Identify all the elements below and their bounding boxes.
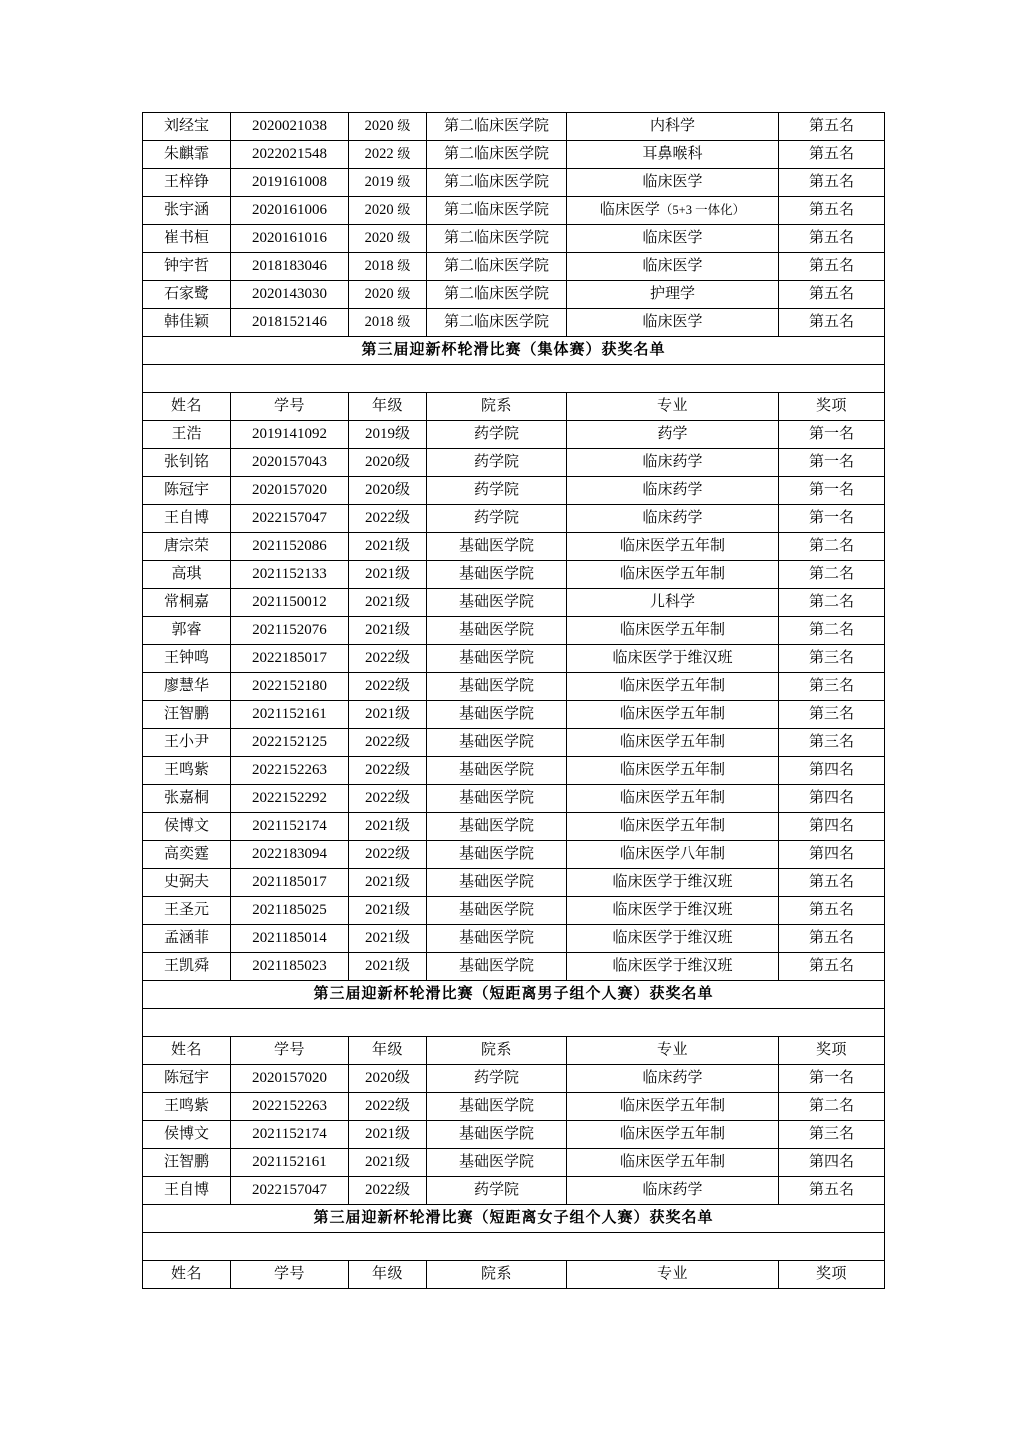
cell-major: 耳鼻喉科 (567, 141, 779, 169)
cell-student-id: 2021185014 (231, 925, 349, 953)
cell-student-id: 2020143030 (231, 281, 349, 309)
cell-student-id: 2021185017 (231, 869, 349, 897)
column-header-major: 专业 (567, 1261, 779, 1289)
grade-suffix: 级 (397, 174, 411, 190)
cell-name: 朱麒霏 (143, 141, 231, 169)
cell-department: 药学院 (427, 505, 567, 533)
cell-major: 临床药学 (567, 1177, 779, 1205)
cell-department: 基础医学院 (427, 645, 567, 673)
cell-major: 临床医学五年制 (567, 1149, 779, 1177)
cell-grade: 2022级 (349, 757, 427, 785)
cell-grade (349, 169, 427, 197)
cell-award: 第五名 (779, 197, 885, 225)
table-row (143, 1065, 885, 1093)
table-row (143, 841, 885, 869)
cell-department: 第二临床医学院 (427, 225, 567, 253)
major-note: （5+3 一体化） (659, 203, 746, 218)
cell-department: 药学院 (427, 1177, 567, 1205)
cell-award: 第五名 (779, 113, 885, 141)
cell-major: 临床医学于维汉班 (567, 925, 779, 953)
column-header-name: 姓名 (143, 1261, 231, 1289)
table-row (143, 617, 885, 645)
cell-award: 第一名 (779, 477, 885, 505)
cell-name: 张嘉桐 (143, 785, 231, 813)
cell-name: 王钟鸣 (143, 645, 231, 673)
table-row (143, 225, 885, 253)
cell-department: 基础医学院 (427, 813, 567, 841)
cell-name: 石家鹭 (143, 281, 231, 309)
cell-grade (349, 253, 427, 281)
cell-department: 第二临床医学院 (427, 197, 567, 225)
cell-student-id: 2021152133 (231, 561, 349, 589)
cell-department: 第二临床医学院 (427, 141, 567, 169)
grade-suffix: 级 (397, 202, 411, 218)
cell-name: 刘经宝 (143, 113, 231, 141)
cell-award: 第四名 (779, 1149, 885, 1177)
cell-name: 史弼夫 (143, 869, 231, 897)
column-header-name: 姓名 (143, 1037, 231, 1065)
cell-name: 张钊铭 (143, 449, 231, 477)
cell-grade (349, 113, 427, 141)
cell-award: 第一名 (779, 505, 885, 533)
grade-suffix: 级 (397, 258, 411, 274)
section-title-sprint-men: 第三届迎新杯轮滑比赛（短距离男子组个人赛）获奖名单 (143, 981, 885, 1009)
cell-major: 临床医学 (567, 225, 779, 253)
cell-award: 第二名 (779, 1093, 885, 1121)
table-row (143, 785, 885, 813)
cell-major: 临床药学 (567, 1065, 779, 1093)
table-row (143, 701, 885, 729)
cell-name: 王鸣紫 (143, 1093, 231, 1121)
cell-grade: 2022级 (349, 1177, 427, 1205)
cell-name: 廖慧华 (143, 673, 231, 701)
cell-award: 第五名 (779, 309, 885, 337)
section-title-collective: 第三届迎新杯轮滑比赛（集体赛）获奖名单 (143, 337, 885, 365)
cell-department: 基础医学院 (427, 701, 567, 729)
table-row (143, 897, 885, 925)
cell-student-id: 2018183046 (231, 253, 349, 281)
cell-name: 陈冠宇 (143, 477, 231, 505)
cell-name: 崔书桓 (143, 225, 231, 253)
cell-name: 侯博文 (143, 813, 231, 841)
cell-grade: 2022级 (349, 505, 427, 533)
cell-name: 王自博 (143, 1177, 231, 1205)
section-title-row (143, 337, 885, 365)
cell-student-id: 2022157047 (231, 1177, 349, 1205)
cell-grade (349, 281, 427, 309)
section-title-row (143, 981, 885, 1009)
cell-grade: 2021级 (349, 953, 427, 981)
cell-department: 第二临床医学院 (427, 281, 567, 309)
cell-department: 第二临床医学院 (427, 309, 567, 337)
cell-grade (349, 141, 427, 169)
cell-major: 临床药学 (567, 449, 779, 477)
cell-student-id: 2021152161 (231, 1149, 349, 1177)
cell-grade: 2019级 (349, 421, 427, 449)
cell-grade: 2022级 (349, 645, 427, 673)
column-header-student-id: 学号 (231, 393, 349, 421)
table-row (143, 477, 885, 505)
cell-major: 临床医学五年制 (567, 533, 779, 561)
table-row (143, 1093, 885, 1121)
cell-major: 临床医学五年制 (567, 673, 779, 701)
cell-department: 基础医学院 (427, 589, 567, 617)
cell-major: 临床医学于维汉班 (567, 897, 779, 925)
spacer-row (143, 1233, 885, 1261)
cell-student-id: 2022157047 (231, 505, 349, 533)
cell-award: 第四名 (779, 785, 885, 813)
spacer (143, 1233, 885, 1261)
table-body (143, 113, 885, 1289)
cell-student-id: 2020157043 (231, 449, 349, 477)
cell-student-id: 2021150012 (231, 589, 349, 617)
cell-award: 第一名 (779, 449, 885, 477)
cell-department: 药学院 (427, 449, 567, 477)
column-header-student-id: 学号 (231, 1261, 349, 1289)
cell-grade: 2021级 (349, 1149, 427, 1177)
cell-grade: 2021级 (349, 897, 427, 925)
table-row (143, 197, 885, 225)
cell-major: 临床医学五年制 (567, 701, 779, 729)
cell-department: 基础医学院 (427, 561, 567, 589)
cell-student-id: 2020161016 (231, 225, 349, 253)
cell-department: 基础医学院 (427, 925, 567, 953)
cell-award: 第五名 (779, 953, 885, 981)
cell-grade: 2022级 (349, 673, 427, 701)
cell-name: 唐宗荣 (143, 533, 231, 561)
cell-department: 基础医学院 (427, 1093, 567, 1121)
cell-student-id: 2021152174 (231, 813, 349, 841)
table-row (143, 421, 885, 449)
cell-department: 第二临床医学院 (427, 169, 567, 197)
cell-department: 基础医学院 (427, 729, 567, 757)
cell-department: 基础医学院 (427, 673, 567, 701)
cell-name: 侯博文 (143, 1121, 231, 1149)
cell-department: 基础医学院 (427, 841, 567, 869)
cell-major: 临床医学于维汉班 (567, 953, 779, 981)
cell-name: 王浩 (143, 421, 231, 449)
cell-student-id: 2022152180 (231, 673, 349, 701)
cell-department: 基础医学院 (427, 785, 567, 813)
column-header-award: 奖项 (779, 393, 885, 421)
cell-grade (349, 197, 427, 225)
cell-grade: 2021级 (349, 701, 427, 729)
cell-major: 临床医学五年制 (567, 729, 779, 757)
table-row (143, 1121, 885, 1149)
grade-number: 2018 (364, 258, 394, 275)
table-row (143, 757, 885, 785)
cell-major: 临床医学五年制 (567, 561, 779, 589)
cell-award: 第五名 (779, 1177, 885, 1205)
cell-student-id: 2022152263 (231, 757, 349, 785)
cell-grade: 2020级 (349, 449, 427, 477)
cell-grade: 2020级 (349, 1065, 427, 1093)
grade-suffix: 级 (397, 146, 411, 162)
cell-department: 基础医学院 (427, 757, 567, 785)
cell-major: 临床药学 (567, 505, 779, 533)
cell-major: 内科学 (567, 113, 779, 141)
grade-number: 2020 (364, 230, 394, 247)
cell-major: 临床医学五年制 (567, 1093, 779, 1121)
cell-major: 临床医学五年制 (567, 813, 779, 841)
section-title-row (143, 1205, 885, 1233)
cell-major: 临床医学五年制 (567, 617, 779, 645)
cell-award: 第一名 (779, 1065, 885, 1093)
cell-grade: 2021级 (349, 925, 427, 953)
cell-grade: 2021级 (349, 561, 427, 589)
cell-award: 第三名 (779, 729, 885, 757)
spacer-row (143, 1009, 885, 1037)
cell-department: 第二临床医学院 (427, 253, 567, 281)
cell-name: 韩佳颖 (143, 309, 231, 337)
cell-major: 临床医学 (567, 253, 779, 281)
cell-student-id: 2020157020 (231, 1065, 349, 1093)
grade-suffix: 级 (397, 118, 411, 134)
table-row (143, 533, 885, 561)
column-header-grade: 年级 (349, 1037, 427, 1065)
column-header-department: 院系 (427, 1037, 567, 1065)
cell-award: 第三名 (779, 701, 885, 729)
major-main: 临床医学 (599, 202, 660, 219)
cell-department: 基础医学院 (427, 953, 567, 981)
cell-award: 第二名 (779, 589, 885, 617)
cell-award: 第五名 (779, 169, 885, 197)
cell-award: 第三名 (779, 673, 885, 701)
table-header-row (143, 1261, 885, 1289)
spacer (143, 1009, 885, 1037)
cell-grade (349, 225, 427, 253)
cell-name: 汪智鹏 (143, 701, 231, 729)
cell-name: 高奕霆 (143, 841, 231, 869)
cell-student-id: 2018152146 (231, 309, 349, 337)
cell-award: 第二名 (779, 561, 885, 589)
cell-major (567, 197, 779, 225)
cell-student-id: 2022152263 (231, 1093, 349, 1121)
table-header-row (143, 1037, 885, 1065)
table-row (143, 281, 885, 309)
cell-major: 临床医学于维汉班 (567, 645, 779, 673)
cell-award: 第二名 (779, 533, 885, 561)
table-row (143, 729, 885, 757)
grade-number: 2020 (364, 202, 394, 219)
cell-major: 护理学 (567, 281, 779, 309)
table-row (143, 505, 885, 533)
cell-grade: 2022级 (349, 729, 427, 757)
cell-grade: 2022级 (349, 785, 427, 813)
cell-name: 王小尹 (143, 729, 231, 757)
cell-award: 第五名 (779, 253, 885, 281)
cell-major: 临床医学八年制 (567, 841, 779, 869)
grade-suffix: 级 (397, 286, 411, 302)
column-header-major: 专业 (567, 393, 779, 421)
cell-department: 药学院 (427, 421, 567, 449)
column-header-major: 专业 (567, 1037, 779, 1065)
table-header-row (143, 393, 885, 421)
cell-name: 孟涵菲 (143, 925, 231, 953)
table-row (143, 673, 885, 701)
grade-number: 2019 (364, 174, 394, 191)
section-title-sprint-women: 第三届迎新杯轮滑比赛（短距离女子组个人赛）获奖名单 (143, 1205, 885, 1233)
grade-number: 2020 (364, 118, 394, 135)
cell-grade: 2021级 (349, 617, 427, 645)
grade-number: 2022 (364, 146, 394, 163)
spacer-row (143, 365, 885, 393)
cell-grade: 2021级 (349, 869, 427, 897)
table-row (143, 169, 885, 197)
spacer (143, 365, 885, 393)
cell-major: 临床医学五年制 (567, 757, 779, 785)
cell-award: 第一名 (779, 421, 885, 449)
table-row (143, 589, 885, 617)
cell-student-id: 2020161006 (231, 197, 349, 225)
cell-award: 第四名 (779, 841, 885, 869)
column-header-name: 姓名 (143, 393, 231, 421)
grade-suffix: 级 (397, 314, 411, 330)
cell-department: 基础医学院 (427, 897, 567, 925)
cell-student-id: 2021152174 (231, 1121, 349, 1149)
cell-name: 高琪 (143, 561, 231, 589)
cell-grade: 2021级 (349, 533, 427, 561)
awards-table (142, 112, 885, 1289)
cell-award: 第四名 (779, 757, 885, 785)
cell-grade (349, 309, 427, 337)
cell-student-id: 2022152125 (231, 729, 349, 757)
cell-award: 第五名 (779, 281, 885, 309)
cell-grade: 2021级 (349, 1121, 427, 1149)
cell-student-id: 2022152292 (231, 785, 349, 813)
table-row (143, 869, 885, 897)
cell-name: 常桐嘉 (143, 589, 231, 617)
cell-award: 第五名 (779, 225, 885, 253)
cell-name: 王自博 (143, 505, 231, 533)
column-header-grade: 年级 (349, 393, 427, 421)
grade-suffix: 级 (397, 230, 411, 246)
cell-student-id: 2020157020 (231, 477, 349, 505)
cell-grade: 2020级 (349, 477, 427, 505)
table-row (143, 1177, 885, 1205)
cell-student-id: 2019161008 (231, 169, 349, 197)
grade-number: 2018 (364, 314, 394, 331)
grade-number: 2020 (364, 286, 394, 303)
table-row (143, 953, 885, 981)
table-row (143, 645, 885, 673)
cell-department: 药学院 (427, 477, 567, 505)
cell-award: 第三名 (779, 1121, 885, 1149)
cell-name: 张宇涵 (143, 197, 231, 225)
column-header-student-id: 学号 (231, 1037, 349, 1065)
cell-grade: 2022级 (349, 841, 427, 869)
cell-student-id: 2022185017 (231, 645, 349, 673)
cell-student-id: 2022183094 (231, 841, 349, 869)
cell-name: 汪智鹏 (143, 1149, 231, 1177)
cell-student-id: 2020021038 (231, 113, 349, 141)
cell-name: 王梓铮 (143, 169, 231, 197)
cell-award: 第五名 (779, 869, 885, 897)
cell-award: 第五名 (779, 897, 885, 925)
cell-department: 基础医学院 (427, 617, 567, 645)
cell-student-id: 2022021548 (231, 141, 349, 169)
cell-award: 第四名 (779, 813, 885, 841)
cell-award: 第二名 (779, 617, 885, 645)
cell-department: 第二临床医学院 (427, 113, 567, 141)
column-header-grade: 年级 (349, 1261, 427, 1289)
table-row (143, 141, 885, 169)
cell-major: 临床医学五年制 (567, 1121, 779, 1149)
cell-name: 王凯舜 (143, 953, 231, 981)
table-row (143, 113, 885, 141)
cell-name: 陈冠宇 (143, 1065, 231, 1093)
table-row (143, 561, 885, 589)
cell-major: 临床医学五年制 (567, 785, 779, 813)
cell-student-id: 2021185025 (231, 897, 349, 925)
cell-major: 临床医学 (567, 309, 779, 337)
cell-grade: 2022级 (349, 1093, 427, 1121)
cell-major: 临床药学 (567, 477, 779, 505)
table-row (143, 1149, 885, 1177)
cell-name: 王圣元 (143, 897, 231, 925)
cell-name: 钟宇哲 (143, 253, 231, 281)
cell-name: 王鸣紫 (143, 757, 231, 785)
table-row (143, 813, 885, 841)
table-row (143, 253, 885, 281)
cell-department: 基础医学院 (427, 533, 567, 561)
cell-student-id: 2021152086 (231, 533, 349, 561)
cell-department: 基础医学院 (427, 1149, 567, 1177)
column-header-department: 院系 (427, 1261, 567, 1289)
cell-student-id: 2019141092 (231, 421, 349, 449)
table-row (143, 925, 885, 953)
cell-award: 第三名 (779, 645, 885, 673)
cell-student-id: 2021185023 (231, 953, 349, 981)
cell-department: 基础医学院 (427, 1121, 567, 1149)
cell-major: 儿科学 (567, 589, 779, 617)
cell-grade: 2021级 (349, 589, 427, 617)
cell-grade: 2021级 (349, 813, 427, 841)
column-header-department: 院系 (427, 393, 567, 421)
cell-major: 药学 (567, 421, 779, 449)
cell-major: 临床医学 (567, 169, 779, 197)
cell-award: 第五名 (779, 141, 885, 169)
table-row (143, 449, 885, 477)
cell-student-id: 2021152076 (231, 617, 349, 645)
column-header-award: 奖项 (779, 1261, 885, 1289)
cell-student-id: 2021152161 (231, 701, 349, 729)
cell-name: 郭睿 (143, 617, 231, 645)
table-row (143, 309, 885, 337)
cell-department: 基础医学院 (427, 869, 567, 897)
cell-major: 临床医学于维汉班 (567, 869, 779, 897)
cell-award: 第五名 (779, 925, 885, 953)
column-header-award: 奖项 (779, 1037, 885, 1065)
cell-department: 药学院 (427, 1065, 567, 1093)
